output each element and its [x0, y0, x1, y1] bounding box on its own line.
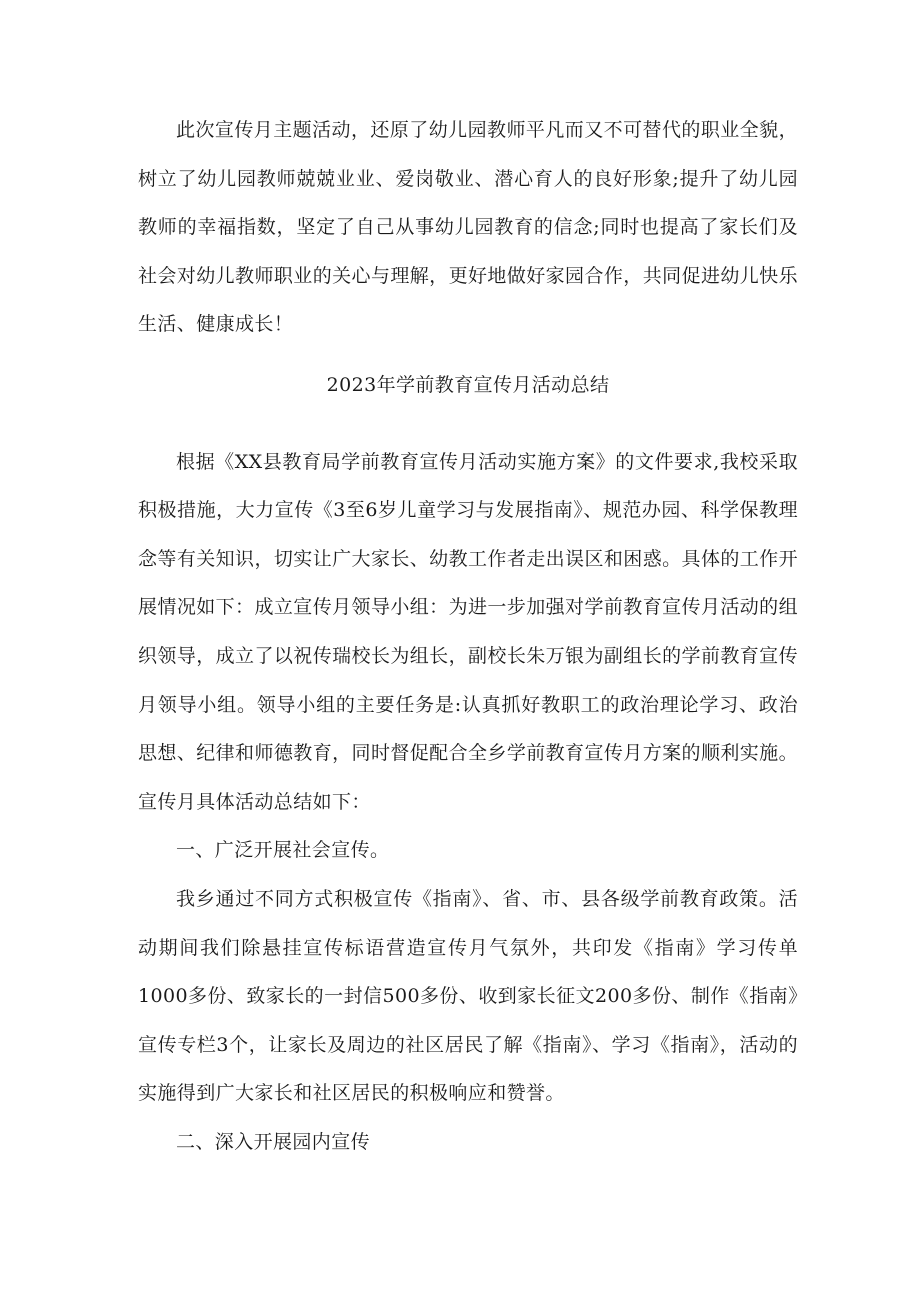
basis-paragraph: 根据《XX县教育局学前教育宣传月活动实施方案》的文件要求,我校采取积极措施，大力宣传《3至6岁儿童学习与发展指南》、规范办园、科学保教理念等有关知识，切实让广大家长、幼教工作者走出误区和困惑。具体的工作开展情况如下：成立宣传月领导小组：为进一步加强对学前教育宣传月活动的组织领导，成立了以祝传瑞校长为组长，副校长朱万银为副组长的学前教育宣传月领导小组。领导小组的主要任务是:认真抓好教职工的政治理论学习、政治思想、纪律和师德教育，同时督促配合全乡学前教育宣传月方案的顺利实施。宣传月具体活动总结如下：: [138, 450, 798, 813]
document-page: [138, 106, 798, 1166]
section-heading-society: 一、广泛开展社会宣传。: [176, 839, 390, 862]
section-heading-campus: 二、深入开展园内宣传: [176, 1130, 371, 1153]
document-title: 2023年学前教育宣传月活动总结: [326, 373, 610, 396]
intro-paragraph: 此次宣传月主题活动，还原了幼儿园教师平凡而又不可替代的职业全貌，树立了幼儿园教师兢兢业业、爱岗敬业、潜心育人的良好形象;提升了幼儿园教师的幸福指数，坚定了自己从事幼儿园教育的信念;同时也提高了家长们及社会对幼儿教师职业的关心与理解，更好地做好家园合作，共同促进幼儿快乐生活、健康成长！: [138, 119, 798, 336]
society-paragraph: 我乡通过不同方式积极宣传《指南》、省、市、县各级学前教育政策。活动期间我们除悬挂宣传标语营造宣传月气氛外，共印发《指南》学习传单1000多份、致家长的一封信500多份、收到家长征文200多份、制作《指南》宣传专栏3个，让家长及周边的社区居民了解《指南》、学习《指南》，活动的实施得到广大家长和社区居民的积极响应和赞誉。: [138, 887, 798, 1105]
